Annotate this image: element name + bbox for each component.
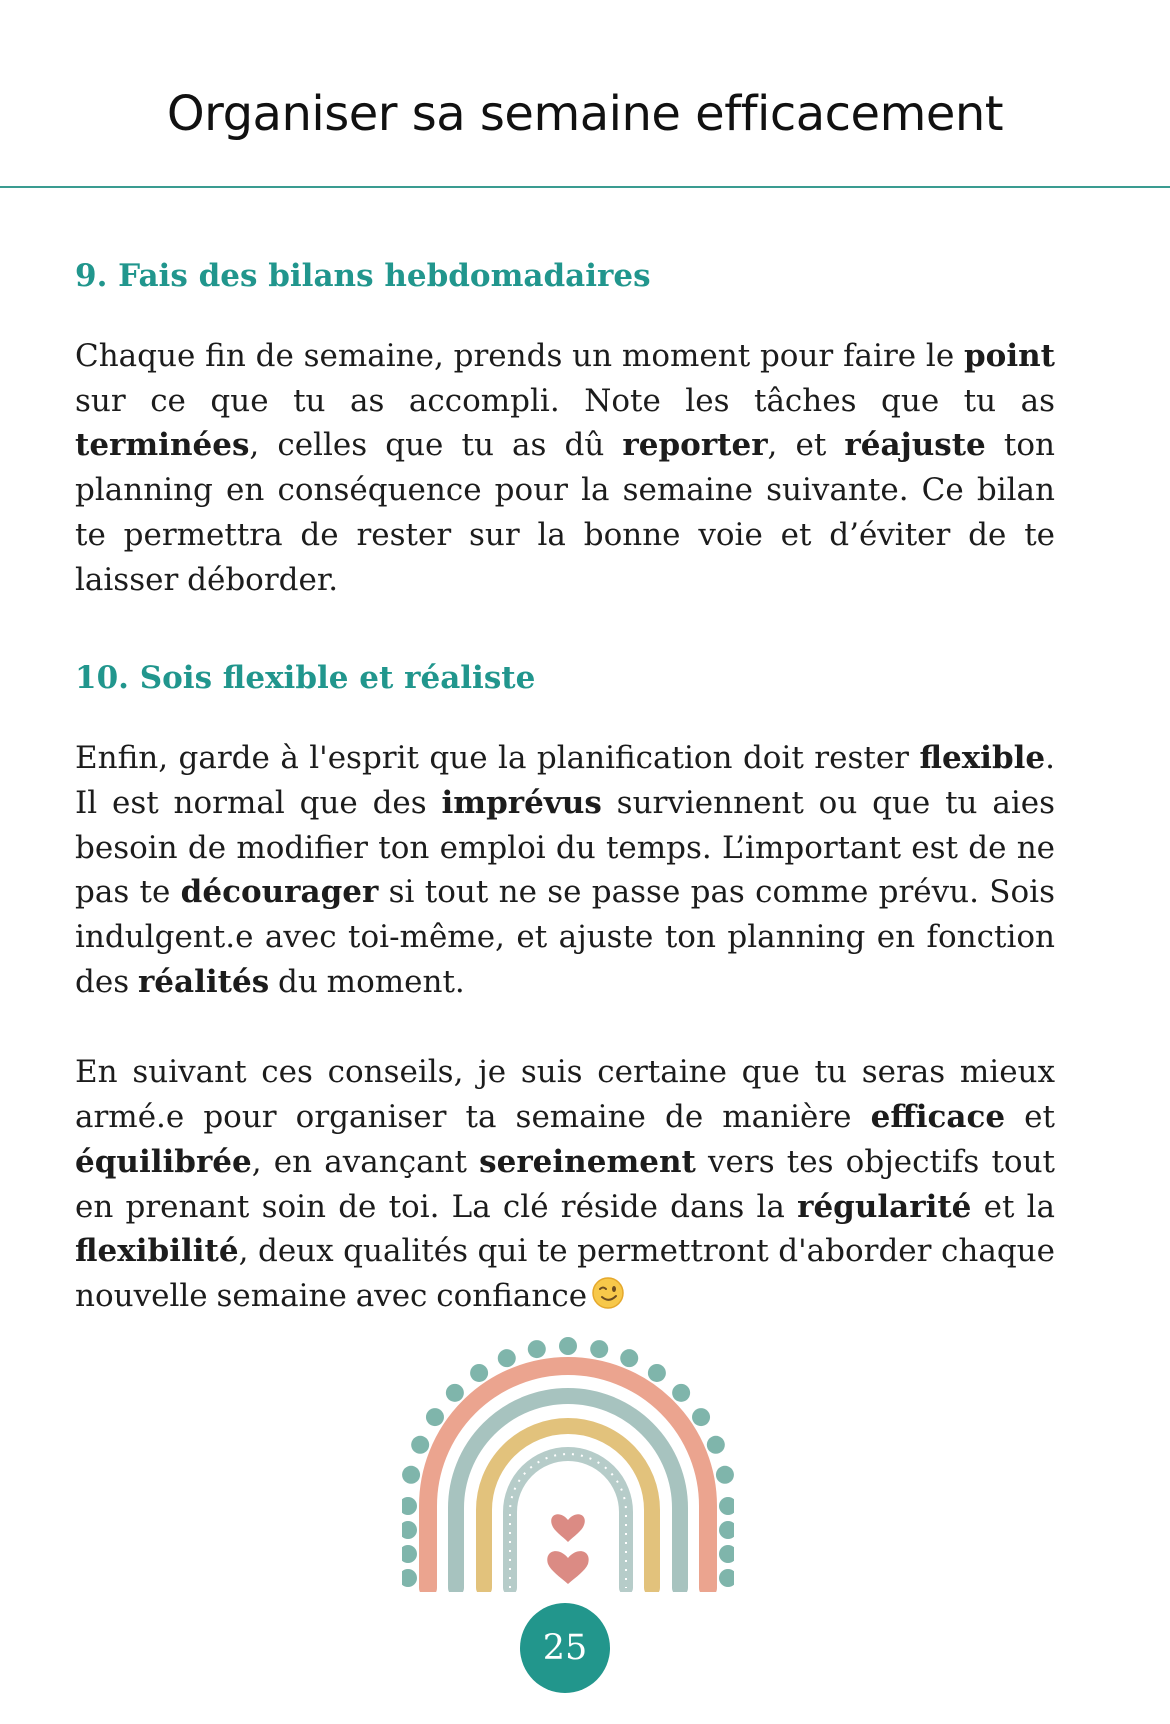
page-title: Organiser sa semaine efficacement bbox=[166, 86, 1004, 142]
page-number: 25 bbox=[520, 1603, 610, 1693]
weekly-review-paragraph: Chaque fin de semaine, prends un moment pour faire le point sur ce que tu as accompli. Note les tâches que tu as terminées, celles que tu as dû reporter, et réajuste ton planning en conséquence pour la semaine suivante. Ce bilan te permettra de rester sur la bonne voie et d’éviter de te laisser déborder. bbox=[75, 338, 1055, 598]
rainbow-hearts-icon bbox=[402, 1330, 734, 1592]
winking-face-icon bbox=[591, 1276, 625, 1323]
section-heading-weekly-review: 9. Fais des bilans hebdomadaires bbox=[75, 258, 651, 294]
section-heading-flexible: 10. Sois flexible et réaliste bbox=[75, 660, 536, 697]
page-header bbox=[0, 0, 1170, 188]
page-content bbox=[75, 246, 1055, 1323]
flexible-paragraph: Enfin, garde à l'esprit que la planification doit rester flexible. Il est normal que des imprévus surviennent ou que tu aies besoin de modifier ton emploi du temps. L’important est de ne pas te décourager si tout ne se passe pas comme prévu. Sois indulgent.e avec toi-même, et ajuste ton planning en fonction des réalités du moment. bbox=[75, 740, 1056, 1000]
conclusion-paragraph: En suivant ces conseils, je suis certaine que tu seras mieux armé.e pour organiser ta semaine de manière efficace et équilibrée, en avançant sereinement vers tes objectifs tout en prenant soin de toi. La clé réside dans la régularité et la flexibilité, deux qualités qui te permettront d'aborder chaque nouvelle semaine avec confiance bbox=[75, 1050, 1055, 1322]
